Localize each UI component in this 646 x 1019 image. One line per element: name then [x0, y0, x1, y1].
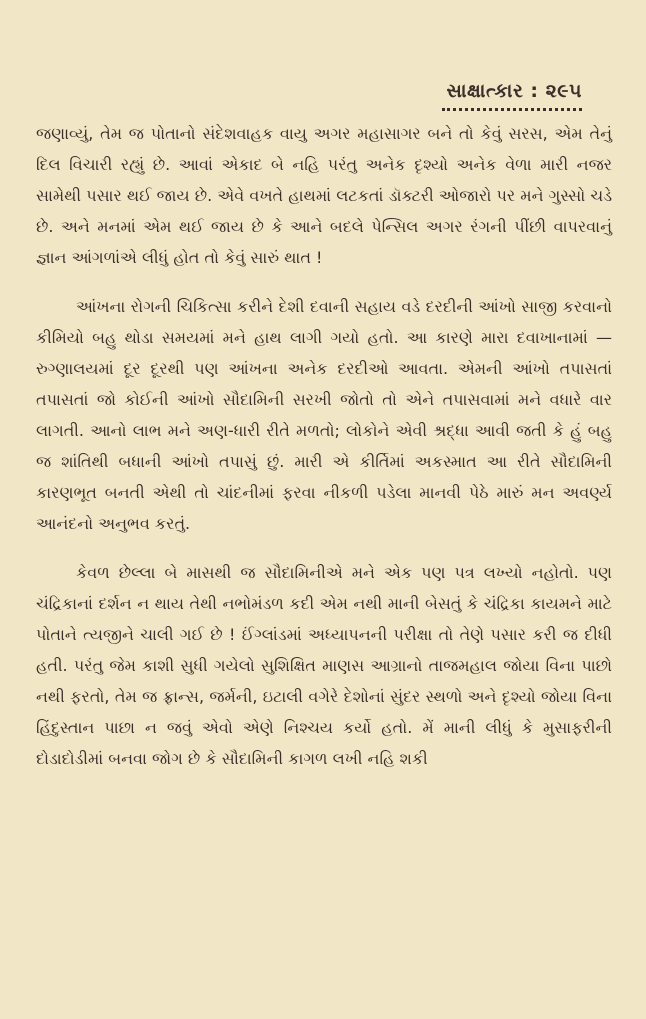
running-title: સાક્ષાત્કાર : ૨૯૫ — [446, 80, 582, 102]
header-dotted-rule — [442, 108, 582, 111]
paragraph-1: જણાવ્યું, તેમ જ પોતાનો સંદેશવાહક વાયુ અગર મહાસાગર બને તો કેવું સરસ, એમ તેનું દિલ વિચારી રહ્યું છે. આવાં એકાદ બે નહિ પરંતુ અનેક દૃશ્યો અનેક વેળા મારી નજર સામેથી પસાર થઈ જાય છે. એવે વખતે હાથમાં લટકતાં ડૉક્ટરી ઓજારો પર મને ગુસ્સો ચડે છે. અને મનમાં એમ થઈ જાય છે કે આને બદલે પેન્સિલ અગર રંગની પીંછી વાપરવાનું જ્ઞાન આંગળાંએ લીધું હોત તો કેવું સારું થાત ! — [36, 124, 612, 267]
body-text — [36, 118, 612, 792]
running-header — [442, 80, 582, 111]
paragraph-3: કેવળ છેલ્લા બે માસથી જ સૌદામિનીએ મને એક પણ પત્ર લખ્યો નહોતો. પણ ચંદ્રિકાનાં દર્શન ન થાય તેથી નભોમંડળ કદી એમ નથી માની બેસતું કે ચંદ્રિકા કાયમને માટે પોતાને ત્યજીને ચાલી ગઈ છે ! ઈંગ્લાંડમાં અધ્યાપનની પરીક્ષા તો તેણે પસાર કરી જ દીધી હતી. પરંતુ જેમ કાશી સુધી ગયેલો સુશિક્ષિત માણસ આગ્રાનો તાજમહાલ જોયા વિના પાછો નથી ફરતો, તેમ જ ફ્રાન્સ, જર્મની, ઇટાલી વગેરે દેશોનાં સુંદર સ્થળો અને દૃશ્યો જોયા વિના હિંદુસ્તાન પાછા ન જવું એવો એણે નિશ્ચય કર્યો હતો. મેં માની લીધું કે મુસાફરીની દોડાદોડીમાં બનવા જોગ છે કે સૌદામિની કાગળ લખી નહિ શકી — [36, 563, 612, 768]
paragraph-2: આંખના રોગની ચિકિત્સા કરીને દેશી દવાની સહાય વડે દરદીની આંખો સાજી કરવાનો કીમિયો બહુ થોડા સમયમાં મને હાથ લાગી ગયો હતો. આ કારણે મારા દવાખાનામાં — રુગ્ણાલયમાં દૂર દૂરથી પણ આંખના અનેક દરદીઓ આવતા. એમની આંખો તપાસતાં તપાસતાં જો કોઈની આંખો સૌદામિની સરખી જોતો તો એને તપાસવામાં મને વધારે વાર લાગતી. આનો લાભ મને અણ-ધારી રીતે મળતો; લોકોને એવી શ્રદ્ધા આવી જતી કે હું બહુ જ શાંતિથી બધાની આંખો તપાસું છું. મારી એ કીર્તિમાં અકસ્માત આ રીતે સૌદામિની કારણભૂત બનતી એથી તો ચાંદનીમાં ફરવા નીકળી પડેલા માનવી પેઠે મારું મન અવર્ણ્ય આનંદનો અનુભવ કરતું. — [36, 297, 612, 533]
